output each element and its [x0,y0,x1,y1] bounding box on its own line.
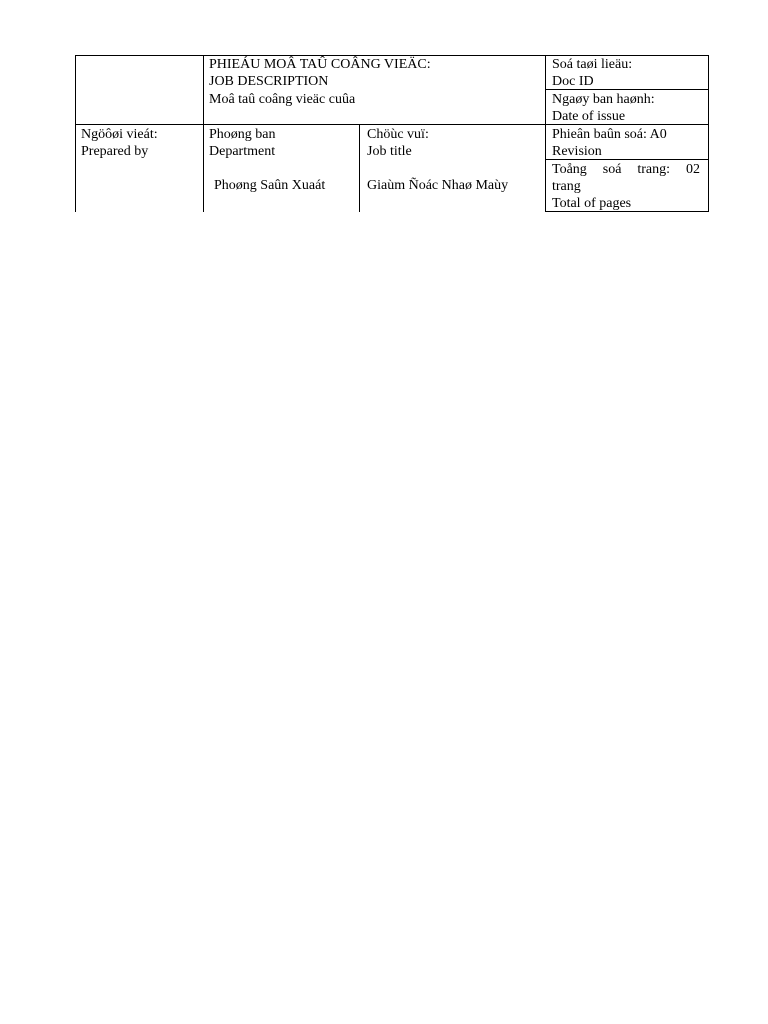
department-label-vn: Phoøng ban [209,127,276,142]
doc-id-label-en: Doc ID [552,74,594,89]
col-divider-1 [203,55,204,212]
total-pages-count: 02 [685,162,700,177]
form-title-en: JOB DESCRIPTION [209,74,329,89]
total-pages-label-en: Total of pages [552,196,632,211]
total-pages-word-3: trang: [637,162,671,177]
total-pages-wrap: trang [552,179,581,194]
prepared-by-label-vn: Ngöôøi vieát: [81,127,158,142]
job-title-label-en: Job title [367,144,412,159]
col-divider-3 [545,55,546,212]
total-pages-word-1: Toång [552,162,587,177]
revision-label-vn: Phieân baûn soá: A0 [552,127,667,142]
table-right-border [708,55,709,212]
date-issue-label-vn: Ngaøy ban haønh: [552,92,655,107]
total-pages-word-2: soá [602,162,622,177]
form-title-vn: PHIEÁU MOÂ TAÛ COÂNG VIEÄC: [209,57,431,72]
doc-id-label-vn: Soá taøi lieäu: [552,57,633,72]
table-left-border [75,55,76,212]
department-label-en: Department [209,144,276,159]
date-issue-label-en: Date of issue [552,109,626,124]
prepared-by-label-en: Prepared by [81,144,149,159]
revision-label-en: Revision [552,144,602,159]
col-divider-2 [359,124,360,212]
job-title-value: Giaùm Ñoác Nhaø Maùy [367,178,509,193]
form-subtitle-vn: Moâ taû coâng vieäc cuûa [209,92,356,107]
department-value: Phoøng Saûn Xuaát [214,178,326,193]
job-title-label-vn: Chöùc vuï: [367,127,429,142]
total-pages-line [552,161,700,178]
